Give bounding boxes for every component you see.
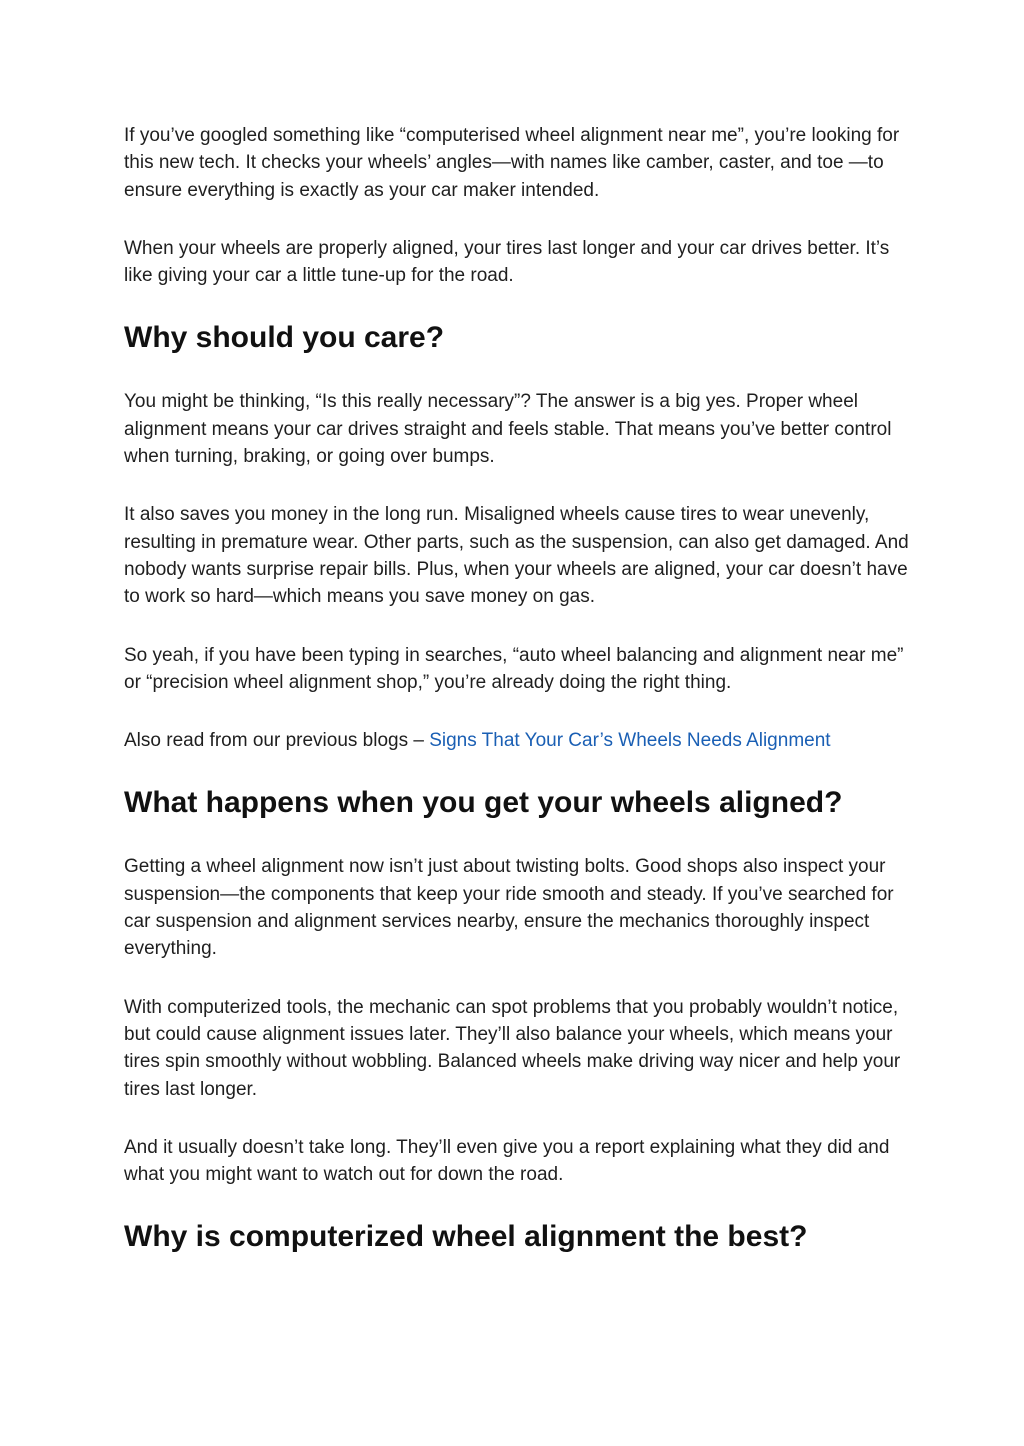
searches-paragraph: So yeah, if you have been typing in searches, “auto wheel balancing and alignment near me” or “precision wheel alignment shop,” you’re already doing the right thing. [124, 644, 904, 693]
savings-paragraph: It also saves you money in the long run. Misaligned wheels cause tires to wear unevenly, resulting in premature wear. Other parts, such as the suspension, can also get damaged. And nobody wants surprise repair bills. Plus, when your wheels are aligned, your car doesn’t have to work so hard—which means you save money on gas. [124, 504, 909, 608]
heading-what-happens: What happens when you get your wheels aligned? [124, 786, 843, 820]
heading-why-care: Why should you care? [124, 321, 445, 355]
previous-blog-link[interactable]: Signs That Your Car’s Wheels Needs Alignment [429, 730, 831, 752]
benefit-paragraph: When your wheels are properly aligned, your tires last longer and your car drives better. It’s like giving your car a little tune-up for the road. [124, 237, 890, 287]
report-paragraph: And it usually doesn’t take long. They’ll even give you a report explaining what they did and what you might want to watch out for down the road. [124, 1136, 890, 1186]
inspection-paragraph: Getting a wheel alignment now isn’t just about twisting bolts. Good shops also inspect your suspension—the components that keep your ride smooth and steady. If you’ve searched for car suspension and alignment services nearby, ensure the mechanics thoroughly inspect everything. [124, 856, 894, 960]
necessity-paragraph: You might be thinking, “Is this really necessary”? The answer is a big yes. Proper wheel alignment means your car drives straight and feels stable. That means you’ve better control when turning, braking, or going over bumps. [124, 391, 892, 468]
document-body [124, 122, 914, 1287]
tools-paragraph: With computerized tools, the mechanic can spot problems that you probably wouldn’t notice, but could cause alignment issues later. They’ll also balance your wheels, which means your tires spin smoothly without wobbling. Balanced wheels make driving way nicer and help your tires last longer. [124, 996, 901, 1100]
intro-paragraph: If you’ve googled something like “computerised wheel alignment near me”, you’re looking for this new tech. It checks your wheels’ angles—with names like camber, caster, and toe —to ensure everything is exactly as your car maker intended. [124, 125, 900, 201]
heading-why-best: Why is computerized wheel alignment the best? [124, 1220, 808, 1254]
also-read-paragraph [124, 727, 914, 754]
also-read-prefix: Also read from our previous blogs – [124, 730, 430, 752]
